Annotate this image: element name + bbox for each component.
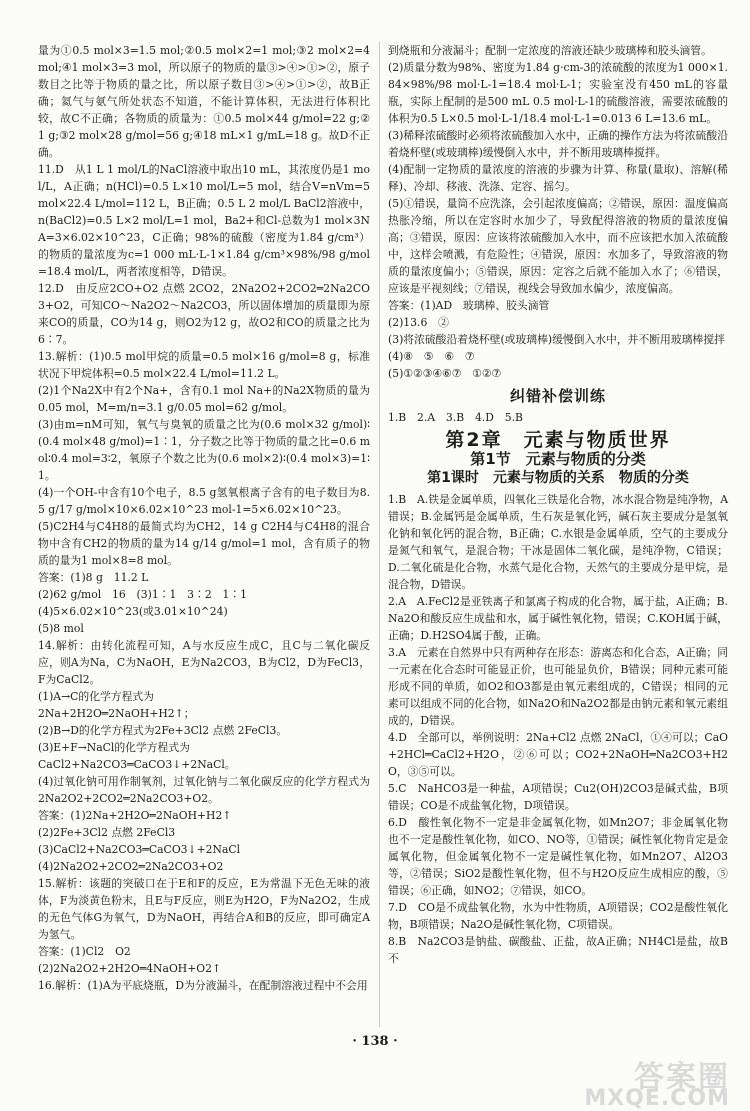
answer-16-cont: 到烧瓶和分液漏斗；配制一定浓度的溶液还缺少玻璃棒和胶头滴管。 xyxy=(388,44,712,57)
left-column xyxy=(38,42,374,994)
answer-14-key: 答案：(1)2Na+2H2O═2NaOH+H2↑ xyxy=(38,809,232,822)
answer-14-line: (4)过氧化钠可用作制氧剂，过氧化钠与二氧化碳反应的化学方程式为2Na2O2+2CO2═2Na2CO3+O2。 xyxy=(38,775,370,805)
answer-13-key-2: (2)62 g/mol 16 (3)1∶1 3∶2 1∶1 xyxy=(38,588,248,601)
answer-16-key: (3)将浓硫酸沿着烧杯壁(或玻璃棒)缓慢倒入水中，并不断用玻璃棒搅拌 xyxy=(388,333,725,346)
answer-14-key: (4)2Na2O2+2CO2═2Na2CO3+O2 xyxy=(38,860,224,873)
chapter-title: 第2章 元素与物质世界 xyxy=(445,429,671,451)
right-column xyxy=(388,42,728,967)
answer-16-key: (5)①②③④⑥⑦ ①②⑦ xyxy=(388,367,502,380)
answer-16: 16.解析：(1)A为平底烧瓶，D为分液漏斗，在配制溶液过程中不会用 xyxy=(38,979,368,992)
lesson-answer-4: 4.D 全部可以，举例说明：2Na+Cl2 点燃 2NaCl，①④可以；CaO+2HCl═CaCl2+H2O，②⑥可以；CO2+2NaOH═Na2CO3+H2O，③⑤可以。 xyxy=(388,731,728,778)
page-number: · 138 · xyxy=(352,1034,398,1049)
lesson-title: 第1课时 元素与物质的关系 物质的分类 xyxy=(427,470,689,486)
answer-11: 11.D 从1 L 1 mol/L的NaCl溶液中取出10 mL，其浓度仍是1 mol/L，A正确；n(HCl)=0.5 L×10 mol/L=5 mol，结合V=nVm=5 mol×22.4 L/mol=112 L，B正确；0.5 L 2 mol/L BaCl2溶液中，n(BaCl2)=0.5 L×2 mol/L=1 mol，Ba2+和Cl-总数为1 mol×3NA=3×6.02×10^23，C正确；98%的硫酸（密度为1.84 g/cm³）的物质的量浓度为c=1 000 mL·L-1×1.84 g/cm³×98%/98 g/mol=18.4 mol/L，两者浓度相等，D错误。 xyxy=(38,163,374,278)
answer-14: 14.解析：由转化流程可知，A与水反应生成C，且C与二氧化碳反应，则A为Na，C为NaOH，E为Na2CO3，B为Cl2，D为FeCl3，F为CaCl2。 xyxy=(38,639,370,686)
answer-13-part-2: (2)1个Na2X中有2个Na+，含有0.1 mol Na+的Na2X物质的量为0.05 mol，M=m/n=3.1 g/0.05 mol=62 g/mol。 xyxy=(38,384,370,414)
answer-15: 15.解析：该题的突破口在于E和F的反应，E为常温下无色无味的液体，F为淡黄色粉末，且E与F反应，则E为H2O，F为Na2O2，生成的无色气体G为氧气，D为NaOH，再结合A和B的反应，即可确定A为氢气。 xyxy=(38,877,370,941)
answer-14-line: 2Na+2H2O═2NaOH+H2↑； xyxy=(38,707,195,720)
watermark xyxy=(584,1052,730,1111)
answer-13-part-4: (4)一个OH-中含有10个电子，8.5 g氢氧根离子含有的电子数目为8.5 g/17 g/mol×10×6.02×10^23 mol-1=5×6.02×10^23。 xyxy=(38,486,370,516)
text-paragraph: 量为①0.5 mol×3=1.5 mol;②0.5 mol×2=1 mol;③2 mol×2=4 mol;④1 mol×3=3 mol，所以原子的物质的量③>④>①>②，原子数目之比等于物质的量之比，所以原子数目③>④>①>②，故B正确；氦气与氨气所处状态不知道，不能计算体积，无法进行体积比较，故C不正确；各物质的质量为：①0.5 mol×44 g/mol=22 g;②1 g;③2 mol×28 g/mol=56 g;④18 mL×1 g/mL=18 g。故D不正确。 xyxy=(38,44,374,159)
answer-13-key-1: 答案：(1)8 g 11.2 L xyxy=(38,571,149,584)
answer-16-part-5: (5)①错误，量筒不应洗涤，会引起浓度偏高；②错误，原因：温度偏高热胀冷缩，所以在定容时水加少了，导致配得溶液的物质的量浓度偏高；③错误，原因：应该将浓硫酸加入水中，而不应该把水加入浓硫酸中，这样会喷溅，有危险性；④错误，原因：水加多了，导致溶液的物质的量浓度偏小；⑤错误，原因：定容之后就不能加入水了；⑥错误，应该是平视刻线；⑦错误，视线会导致加水偏少，浓度偏高。 xyxy=(388,197,728,295)
answer-14-key: (2)2Fe+3Cl2 点燃 2FeCl3 xyxy=(38,826,176,839)
answer-16-key: (4)⑧ ⑤ ⑥ ⑦ xyxy=(388,350,475,363)
answer-15-key: (2)2Na2O2+2H2O═4NaOH+O2↑ xyxy=(38,962,222,975)
answer-16-key: 答案：(1)AD 玻璃棒、胶头滴管 xyxy=(388,299,550,312)
answer-14-line: (1)A→C的化学方程式为 xyxy=(38,690,154,703)
lesson-answer-8: 8.B Na2CO3是钠盐、碳酸盐、正盐，故A正确；NH4Cl是盐，故B不 xyxy=(388,935,728,965)
section-title: 第1节 元素与物质的分类 xyxy=(470,450,646,468)
answer-16-part-3: (3)稀释浓硫酸时必须将浓硫酸加入水中，正确的操作方法为将浓硫酸沿着烧杯壁(或玻璃棒)缓慢倒入水中，并不断用玻璃棒搅拌。 xyxy=(388,129,728,159)
lesson-answer-6: 6.D 酸性氧化物不一定是非金属氧化物，如Mn2O7；非金属氧化物也不一定是酸性氧化物，如CO、NO等，①错误；碱性氧化物肯定是金属氧化物，但金属氧化物不一定是碱性氧化物，如Mn2O7、Al2O3等，②错误；SiO2是酸性氧化物，但不与H2O反应生成相应的酸，⑤错误；⑥正确，如NO2；⑦错误，如CO。 xyxy=(388,816,728,897)
lesson-answer-3: 3.A 元素在自然界中只有两种存在形态：游离态和化合态，A正确；同一元素在化合态时可能显正价，也可能显负价，B错误；同种元素可能形成不同的单质，如O2和O3都是由氧元素组成的，C错误；相同的元素可以组成不同的化合物，如Na2O和Na2O2都是由钠元素和氧元素组成的，D错误。 xyxy=(388,646,728,727)
lesson-answer-7: 7.D CO是不成盐氧化物，水为中性物质，A项错误；CO2是酸性氧化物，B项错误；Na2O是碱性氧化物，C项错误。 xyxy=(388,901,728,931)
lesson-answer-2: 2.A A.FeCl2是亚铁离子和氯离子构成的化合物，属于盐，A正确；B.Na2O和酸反应生成盐和水，属于碱性氧化物，错误；C.KOH属于碱，正确；D.H2SO4属于酸，正确。 xyxy=(388,595,728,642)
answer-14-line: CaCl2+Na2CO3═CaCO3↓+2NaCl。 xyxy=(38,758,236,771)
lesson-answer-5: 5.C NaHCO3是一种盐，A项错误；Cu2(OH)2CO3是碱式盐，B项错误；CO是不成盐氧化物，D项错误。 xyxy=(388,782,728,812)
answer-16-key: (2)13.6 ② xyxy=(388,316,449,329)
answer-14-line: (3)E+F→NaCl的化学方程式为 xyxy=(38,741,190,754)
training-answers: 1.B 2.A 3.B 4.D 5.B xyxy=(388,411,523,424)
answer-14-line: (2)B→D的化学方程式为2Fe+3Cl2 点燃 2FeCl3。 xyxy=(38,724,288,737)
watermark-logo: 答案圈 xyxy=(634,1060,730,1095)
answer-13-key-3: (4)5×6.02×10^23(或3.01×10^24) xyxy=(38,605,228,618)
answer-15-key: 答案：(1)Cl2 O2 xyxy=(38,945,131,958)
column-divider xyxy=(379,42,380,1027)
answer-12: 12.D 由反应2CO+O2 点燃 2CO2，2Na2O2+2CO2═2Na2CO3+O2，可知CO～Na2O2～Na2CO3，所以固体增加的质量即为原来CO的质量，CO为14 g，则O2为12 g，故O2和CO的质量之比为6∶7。 xyxy=(38,282,370,346)
answer-14-key: (3)CaCl2+Na2CO3═CaCO3↓+2NaCl xyxy=(38,843,241,856)
answer-16-part-4: (4)配制一定物质的量浓度的溶液的步骤为计算、称量(量取)、溶解(稀释)、冷却、移液、洗涤、定容、摇匀。 xyxy=(388,163,728,193)
training-heading: 纠错补偿训练 xyxy=(509,387,606,405)
answer-13-key-4: (5)8 mol xyxy=(38,622,84,635)
lesson-answer-1: 1.B A.铁是金属单质，四氧化三铁是化合物，冰水混合物是纯净物，A错误；B.金属钙是金属单质，生石灰是氧化钙，碱石灰主要成分是氢氧化钠和氧化钙的混合物，B正确；C.水银是金属单质，空气的主要成分是氮气和氧气，是混合物；干冰是固体二氧化碳，是纯净物，C错误；D.二氧化硫是化合物，水蒸气是化合物，天然气的主要成分是甲烷，是混合物，D错误。 xyxy=(388,493,728,591)
answer-16-part-2: (2)质量分数为98%、密度为1.84 g·cm-3的浓硫酸的浓度为1 000×1.84×98%/98 mol·L-1=18.4 mol·L-1；实验室没有450 mL的容量瓶，实际上配制的是500 mL 0.5 mol·L-1的硫酸溶液，需要浓硫酸的体积为0.5 L×0.5 mol·L-1/18.4 mol·L-1=0.013 6 L=13.6 mL。 xyxy=(388,61,728,125)
watermark-url: MXQE.COM xyxy=(584,1086,730,1111)
answer-13-part-5: (5)C2H4与C4H8的最简式均为CH2，14 g C2H4与C4H8的混合物中含有CH2的物质的量为14 g/14 g/mol=1 mol，含有质子的物质的量为1 mol×8=8 mol。 xyxy=(38,520,370,567)
answer-13-part-3: (3)由m=nM可知，氧气与臭氧的质量之比为(0.6 mol×32 g/mol)∶(0.4 mol×48 g/mol)=1∶1，分子数之比等于物质的量之比=0.6 mol∶0.4 mol=3∶2，氧原子个数之比为(0.6 mol×2)∶(0.4 mol×3)=1∶1。 xyxy=(38,418,370,482)
answer-13-part-1: 13.解析：(1)0.5 mol甲烷的质量=0.5 mol×16 g/mol=8 g，标准状况下甲烷体积=0.5 mol×22.4 L/mol=11.2 L。 xyxy=(38,350,370,380)
